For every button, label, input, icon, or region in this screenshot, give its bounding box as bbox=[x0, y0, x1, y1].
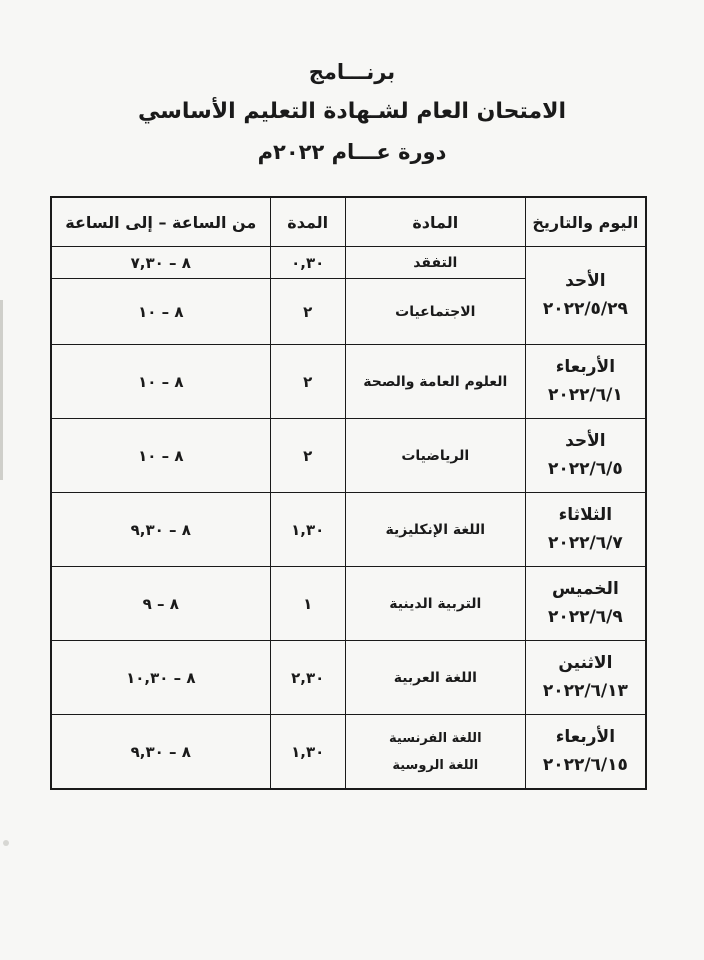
duration-cell: ١ bbox=[270, 567, 345, 641]
day-date-cell bbox=[525, 419, 646, 493]
duration-cell: ١,٣٠ bbox=[270, 715, 345, 790]
subject-cell: التفقد bbox=[345, 247, 525, 279]
table-row bbox=[51, 641, 646, 715]
subject-cell: اللغة الإنكليزية bbox=[345, 493, 525, 567]
day-date-cell bbox=[525, 345, 646, 419]
day-name: الأربعاء bbox=[555, 727, 616, 748]
binder-hole bbox=[3, 840, 9, 846]
exam-date: ٢٠٢٢/٦/٥ bbox=[548, 458, 623, 479]
duration-cell: ٢ bbox=[270, 279, 345, 345]
subject-cell bbox=[345, 715, 525, 790]
header-day-date: اليوم والتاريخ bbox=[525, 197, 646, 247]
table-row bbox=[51, 715, 646, 790]
table-row bbox=[51, 419, 646, 493]
day-date-cell bbox=[525, 567, 646, 641]
table-row bbox=[51, 345, 646, 419]
exam-date: ٢٠٢٢/٦/١ bbox=[548, 384, 623, 405]
exam-schedule-table bbox=[50, 196, 647, 790]
day-name: الثلاثاء bbox=[558, 505, 613, 526]
subject-cell: اللغة العربية bbox=[345, 641, 525, 715]
time-cell: ٨ – ٧,٣٠ bbox=[51, 247, 270, 279]
table-header-row bbox=[51, 197, 646, 247]
time-cell: ٨ – ١٠,٣٠ bbox=[51, 641, 270, 715]
subject-cell: الاجتماعيات bbox=[345, 279, 525, 345]
header-subject: المادة bbox=[345, 197, 525, 247]
subject-line: اللغة الروسية bbox=[392, 757, 479, 773]
day-name: الاثنين bbox=[558, 653, 613, 674]
day-name: الأحد bbox=[565, 271, 606, 292]
day-date-cell bbox=[525, 715, 646, 790]
exam-date: ٢٠٢٢/٦/١٥ bbox=[542, 754, 628, 775]
session-year bbox=[0, 140, 704, 164]
duration-cell: ٢,٣٠ bbox=[270, 641, 345, 715]
time-cell: ٨ – ١٠ bbox=[51, 345, 270, 419]
duration-cell: ٠,٣٠ bbox=[270, 247, 345, 279]
exam-date: ٢٠٢٢/٥/٢٩ bbox=[542, 298, 628, 319]
subject-cell: التربية الدينية bbox=[345, 567, 525, 641]
header-duration: المدة bbox=[270, 197, 345, 247]
page-edge-shadow bbox=[0, 300, 3, 480]
time-cell: ٨ – ٩ bbox=[51, 567, 270, 641]
header-time: من الساعة – إلى الساعة bbox=[51, 197, 270, 247]
table-row bbox=[51, 493, 646, 567]
session-year-text: دورة عـــام ٢٠٢٢م bbox=[257, 140, 447, 164]
subject-cell: الرياضيات bbox=[345, 419, 525, 493]
day-name: الخميس bbox=[551, 579, 619, 600]
day-name: الأحد bbox=[565, 431, 606, 452]
exam-date: ٢٠٢٢/٦/٩ bbox=[548, 606, 623, 627]
duration-cell: ٢ bbox=[270, 419, 345, 493]
exam-date: ٢٠٢٢/٦/١٣ bbox=[542, 680, 628, 701]
subject-cell: العلوم العامة والصحة bbox=[345, 345, 525, 419]
document-subtitle: الامتحان العام لشـهادة التعليم الأساسي bbox=[137, 99, 566, 124]
duration-cell: ٢ bbox=[270, 345, 345, 419]
time-cell: ٨ – ٩,٣٠ bbox=[51, 715, 270, 790]
time-cell: ٨ – ١٠ bbox=[51, 279, 270, 345]
document-title: برنـــامج bbox=[308, 60, 396, 84]
time-cell: ٨ – ١٠ bbox=[51, 419, 270, 493]
day-date-cell bbox=[525, 493, 646, 567]
subject-line: اللغة الفرنسية bbox=[389, 730, 482, 746]
exam-date: ٢٠٢٢/٦/٧ bbox=[548, 532, 623, 553]
table-row bbox=[51, 247, 646, 279]
time-cell: ٨ – ٩,٣٠ bbox=[51, 493, 270, 567]
table-row bbox=[51, 567, 646, 641]
day-date-cell bbox=[525, 641, 646, 715]
duration-cell: ١,٣٠ bbox=[270, 493, 345, 567]
day-date-cell bbox=[525, 247, 646, 345]
day-name: الأربعاء bbox=[555, 357, 616, 378]
